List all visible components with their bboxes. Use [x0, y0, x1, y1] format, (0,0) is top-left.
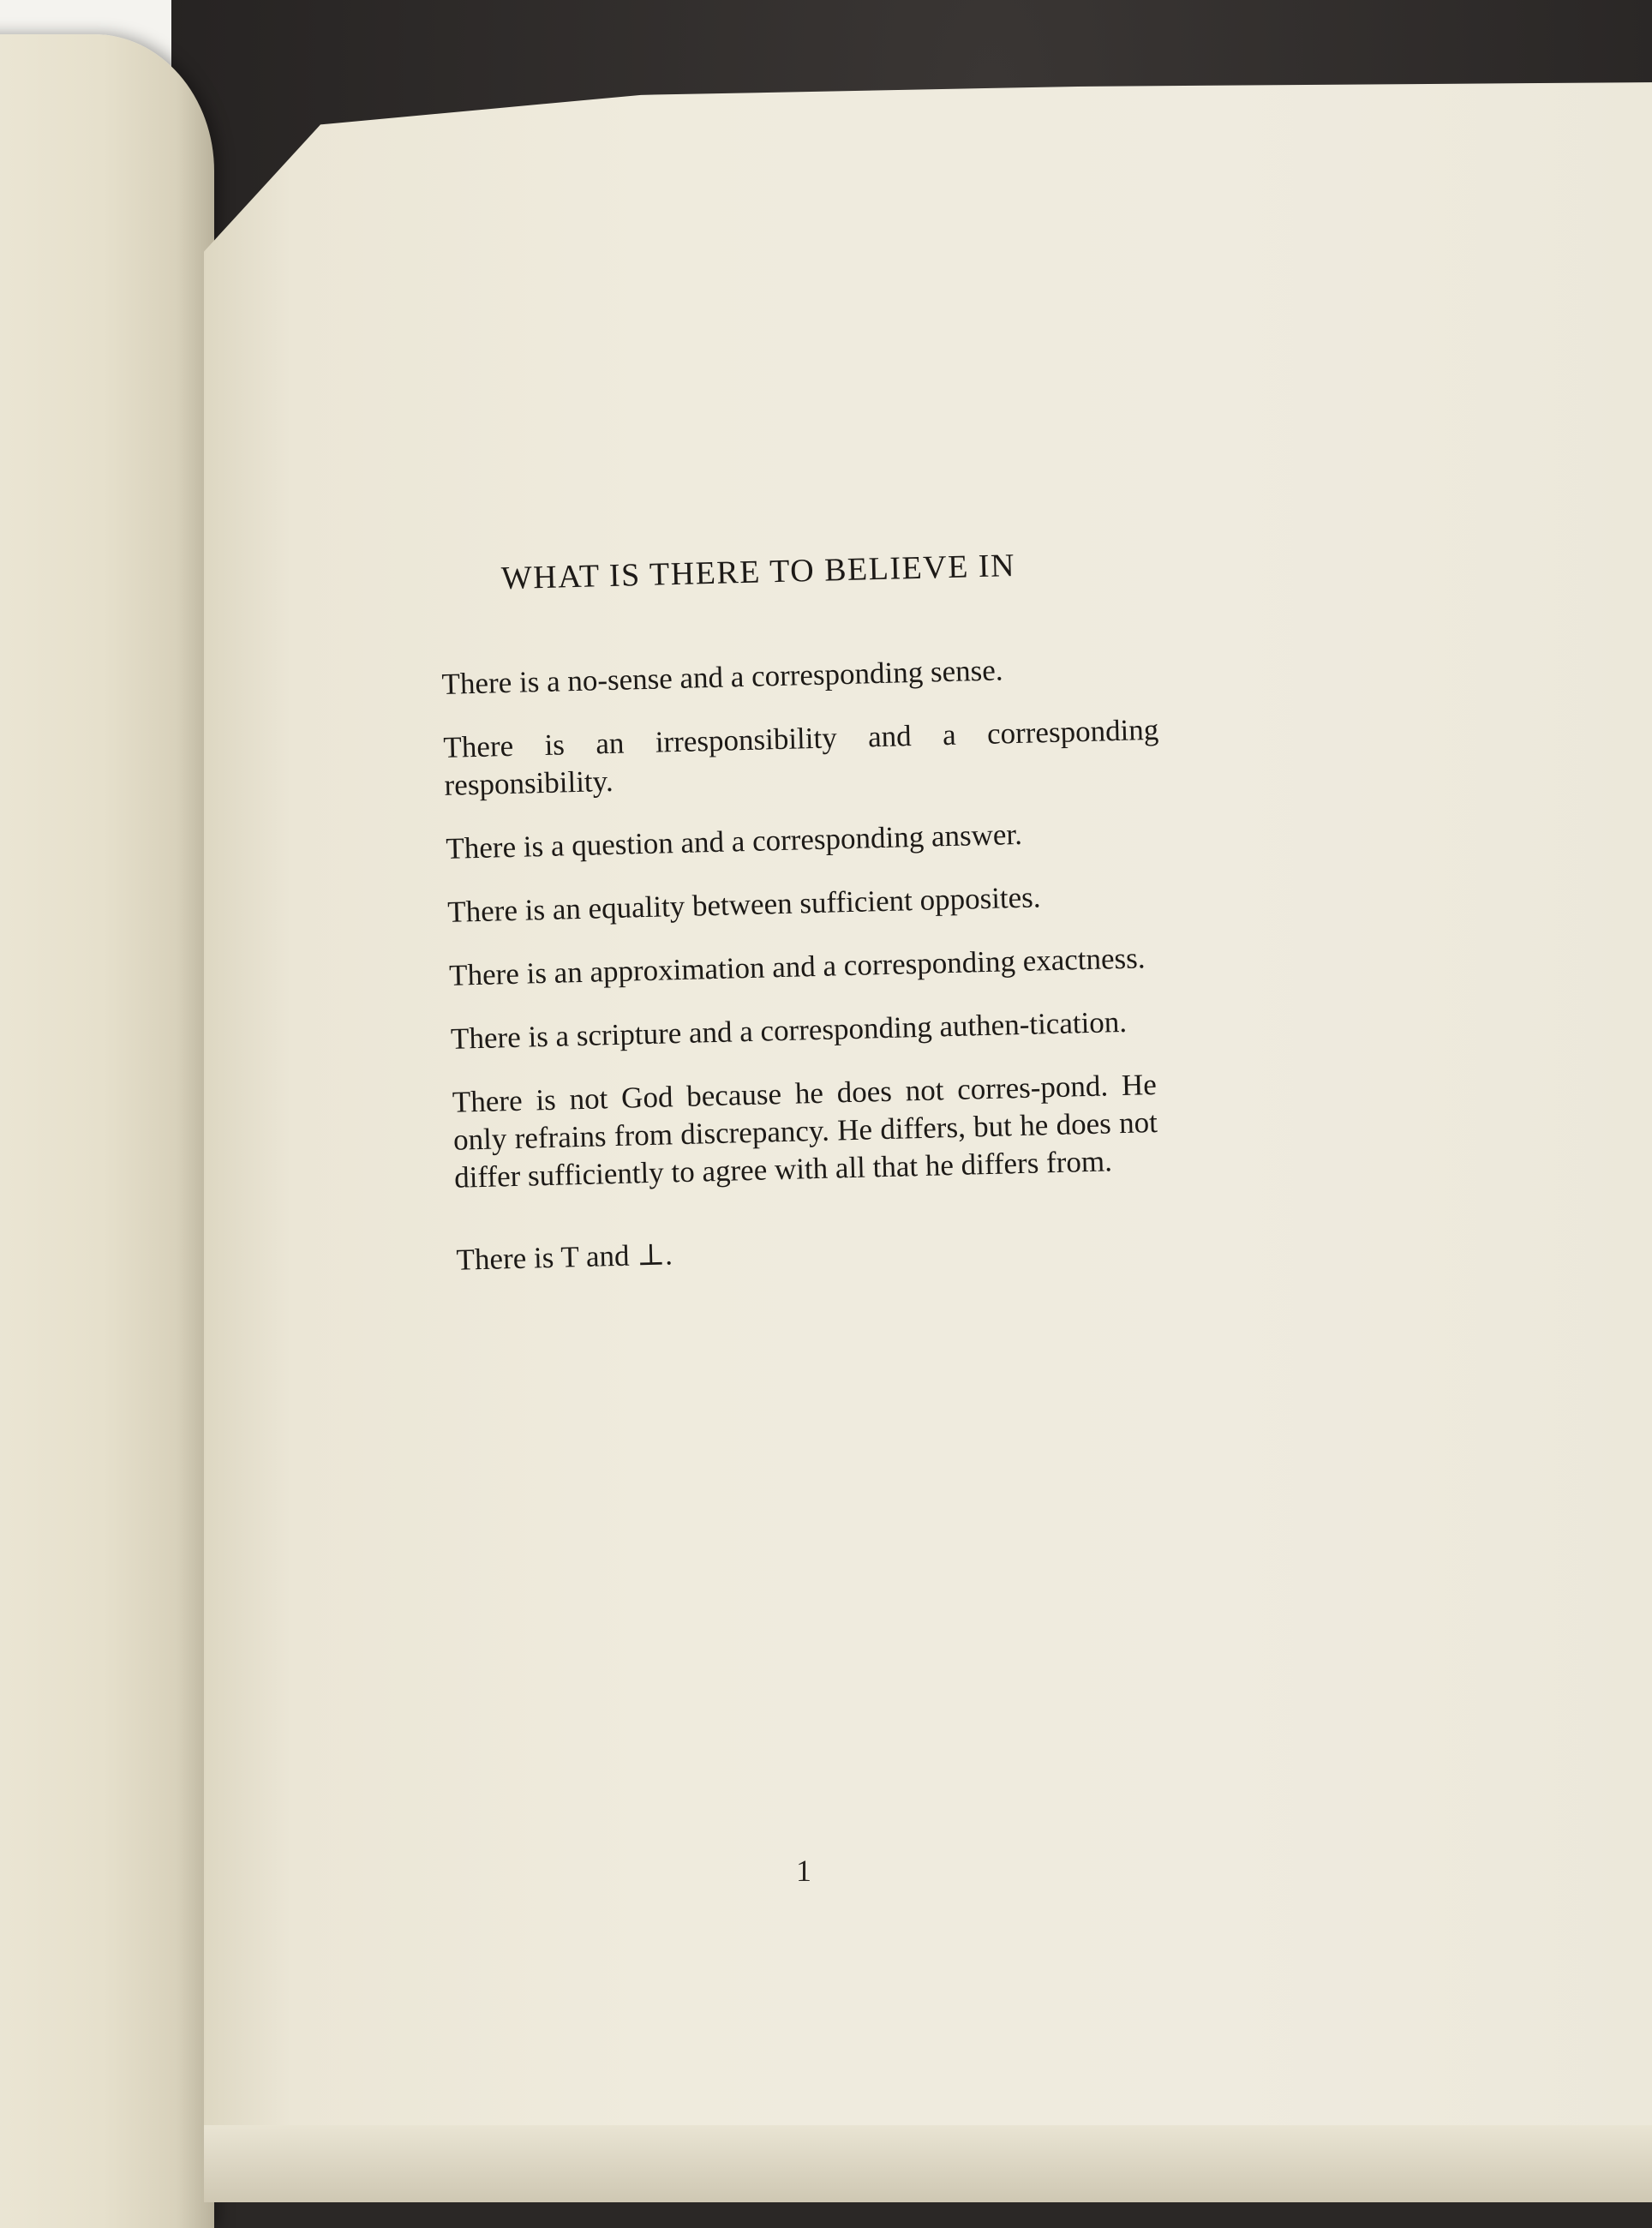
paragraph-6: There is a scripture and a corresponding authen-tication.: [450, 1004, 1128, 1056]
page-text: [439, 543, 1173, 1305]
page-heading: WHAT IS THERE TO BELIEVE IN: [500, 547, 1016, 597]
paragraph-8: There is T and ⊥.: [456, 1237, 673, 1277]
paragraph-1: There is a no-sense and a corresponding sense.: [441, 653, 1003, 701]
paragraph-5: There is an approximation and a corresponding exactness.: [448, 941, 1146, 992]
paragraph-7: There is not God because he does not corres-pond. He only refrains from discrepancy. He differs, but he does not differ sufficiently to agree with all that he differs from.: [452, 1068, 1158, 1195]
left-page: [0, 34, 214, 2228]
paragraph-3: There is a question and a corresponding answer.: [445, 817, 1023, 865]
page-number: 1: [796, 1854, 811, 1888]
page-bottom-edge: [204, 2125, 1652, 2202]
paragraph-4: There is an equality between sufficient opposites.: [446, 880, 1041, 929]
paragraph-2: There is an irresponsibility and a corresponding responsibility.: [443, 712, 1159, 802]
